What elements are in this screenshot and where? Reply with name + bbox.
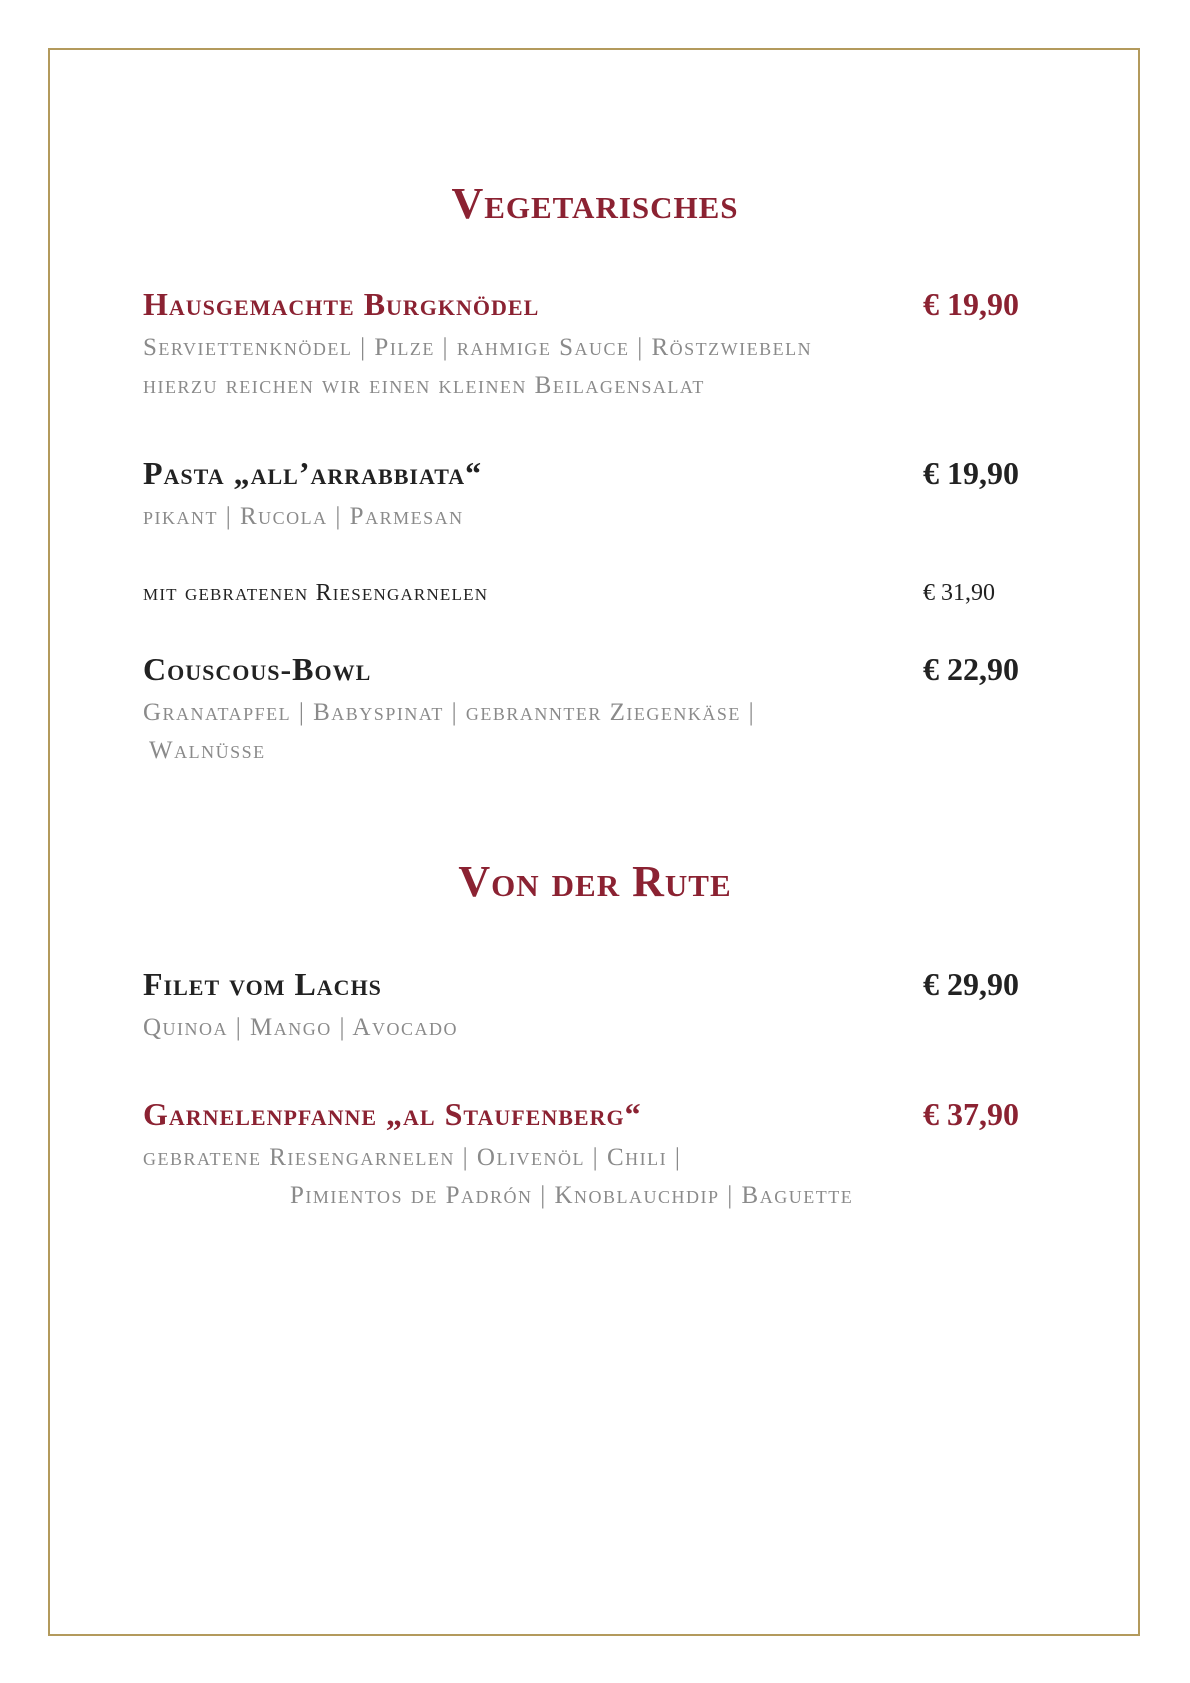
menu-item-price-lachs: € 29,90 (923, 966, 1019, 1002)
section-heading-vegetarisches: Vegetarisches (451, 179, 739, 228)
menu-item-desc-burgknoedel-line-1: Serviettenknödel | Pilze | rahmige Sauce | Röstzwiebeln (143, 334, 813, 361)
menu-addon-price-riesengarnelen: € 31,90 (923, 580, 995, 606)
menu-item-price-couscous: € 22,90 (923, 651, 1019, 687)
menu-item-price-garnelenpfanne: € 37,90 (923, 1096, 1019, 1132)
menu-item-title-couscous: Couscous-Bowl (143, 651, 372, 687)
menu-item-price-pasta: € 19,90 (923, 455, 1019, 491)
menu-item-desc-garnelenpfanne-line-1: gebratene Riesengarnelen | Olivenöl | Chili | (143, 1144, 682, 1171)
menu-item-desc-lachs: Quinoa | Mango | Avocado (143, 1014, 458, 1041)
menu-addon-label-riesengarnelen: mit gebratenen Riesengarnelen (143, 580, 489, 606)
menu-item-desc-couscous-line-1: Granatapfel | Babyspinat | gebrannter Ziegenkäse | (143, 699, 756, 726)
menu-item-desc-pasta: pikant | Rucola | Parmesan (143, 503, 464, 530)
section-heading-von-der-rute: Von der Rute (458, 857, 732, 906)
menu-item-title-lachs: Filet vom Lachs (143, 966, 382, 1002)
menu-item-desc-burgknoedel-line-2: hierzu reichen wir einen kleinen Beilagensalat (143, 372, 705, 399)
menu-item-title-pasta: Pasta „all’arrabbiata“ (143, 455, 483, 491)
menu-item-desc-garnelenpfanne-line-2: Pimientos de Padrón | Knoblauchdip | Baguette (290, 1182, 854, 1209)
menu-item-price-burgknoedel: € 19,90 (923, 286, 1019, 322)
menu-item-title-burgknoedel: Hausgemachte Burgknödel (143, 286, 540, 322)
menu-item-title-garnelenpfanne: Garnelenpfanne „al Staufenberg“ (143, 1096, 642, 1132)
menu-item-desc-couscous-line-2: Walnüsse (149, 737, 266, 764)
